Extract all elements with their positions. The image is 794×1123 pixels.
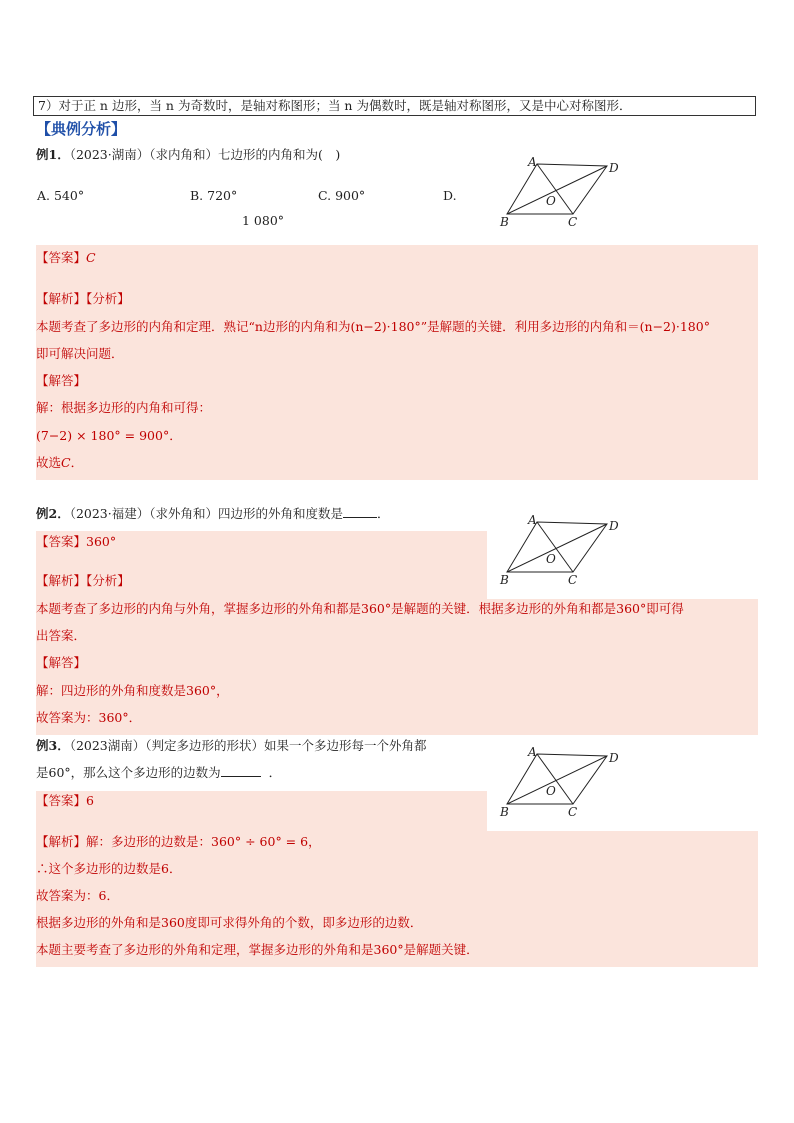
ex1-option-b: B. 720°: [190, 188, 238, 203]
ex3-question-line1: [36, 737, 427, 755]
label-A: A: [528, 155, 537, 169]
ex1-option-d: D.: [443, 188, 457, 203]
ex2-analysis-tag: 【解析】【分析】: [36, 573, 130, 588]
label-D: D: [609, 751, 619, 765]
label-C: C: [568, 215, 578, 229]
ex3-answer-band: [36, 791, 487, 831]
ex2-solve-line1: 解：四边形的外角和度数是360°，: [36, 683, 229, 698]
ex1-analysis-line2: 即可解决问题．: [36, 346, 124, 361]
ex1-option-c: C. 900°: [318, 188, 366, 203]
label-O: O: [546, 194, 556, 208]
label-O: O: [546, 552, 556, 566]
label-D: D: [609, 519, 619, 533]
ex3-analysis-line5: 本题主要考查了多边形的外角和定理，掌握多边形的外角和是360°是解题关键．: [36, 942, 479, 957]
ex2-solve-tag: 【解答】: [36, 655, 87, 670]
ex2-answer-blank: [343, 505, 377, 518]
ex3-question-line2: [36, 764, 281, 782]
ex1-label: 例1．: [36, 147, 70, 162]
ex1-analysis-tag: 【解析】【分析】: [36, 291, 130, 306]
label-B: B: [500, 215, 509, 229]
ex2-question: [36, 505, 390, 523]
label-A: A: [528, 513, 537, 527]
ex1-answer-value: C: [86, 250, 96, 265]
ex1-option-d-value: 1 080°: [242, 213, 285, 228]
ex3-answer: [36, 792, 94, 810]
parallelogram-figure-3: [495, 742, 625, 822]
ex2-analysis-line1: 本题考查了多边形的内角与外角，掌握多边形的外角和都是360°是解题的关键．根据多边形的外角和都是360°即可得: [36, 601, 684, 616]
ex1-question: [36, 146, 340, 164]
ex1-solve-line1: 解：根据多边形的内角和可得：: [36, 400, 212, 415]
ex1-source: （2023·湖南）（求内角和）七边形的内角和为( ): [69, 147, 341, 162]
label-D: D: [609, 161, 619, 175]
ex3-answer-tag: 【答案】: [36, 793, 87, 808]
label-B: B: [500, 805, 509, 819]
ex3-answer-blank: [221, 764, 261, 777]
ex3-label: 例3．: [36, 738, 70, 753]
ex1-solve-tag: 【解答】: [36, 373, 87, 388]
ex1-option-a: A. 540°: [37, 188, 85, 203]
label-A: A: [528, 745, 537, 759]
ex1-answer-tag: 【答案】: [36, 250, 87, 265]
ex1-analysis-line1: 本题考查了多边形的内角和定理．熟记“n边形的内角和为(n−2)·180°”是解题的关键．利用多边形的内角和＝(n−2)·180°: [36, 319, 710, 334]
section-title: 【典例分析】: [36, 120, 127, 138]
ex2-solution-band: [36, 599, 758, 735]
ex2-answer: [36, 533, 116, 551]
ex2-label: 例2．: [36, 506, 70, 521]
label-C: C: [568, 805, 578, 819]
label-C: C: [568, 573, 578, 587]
ex3-analysis: [36, 833, 321, 851]
label-B: B: [500, 573, 509, 587]
parallelogram-figure-1: [495, 152, 625, 232]
ex3-end: ．: [268, 765, 282, 780]
parallelogram-figure-2: [495, 510, 625, 590]
ex2-end: ．: [377, 506, 390, 521]
ex3-analysis-tag: 【解析】: [36, 834, 87, 849]
ex1-solve-line3-answer: C: [61, 455, 71, 470]
ex1-answer: [36, 249, 96, 267]
property-7-box: 7）对于正 n 边形，当 n 为奇数时，是轴对称图形；当 n 为偶数时，既是轴对称图形，又是中心对称图形．: [33, 96, 756, 116]
ex1-solve-line3: [36, 454, 83, 472]
ex2-answer-value: 360°: [86, 534, 117, 549]
ex2-source: （2023·福建）（求外角和）四边形的外角和度数是: [69, 506, 343, 521]
ex2-analysis-line2: 出答案．: [36, 628, 87, 643]
ex3-analysis-line3: 故答案为：6．: [36, 888, 119, 903]
ex1-solve-line3-post: ．: [70, 455, 84, 470]
ex3-source-line1: （2023湖南）（判定多边形的形状）如果一个多边形每一个外角都: [69, 738, 427, 753]
ex1-solve-line3-pre: 故选: [36, 455, 62, 470]
ex3-analysis-line1: 解：多边形的边数是：360° ÷ 60° = 6，: [86, 834, 321, 849]
ex3-analysis-line2: ∴这个多边形的边数是6．: [36, 861, 182, 876]
ex2-solve-line2: 故答案为：360°．: [36, 710, 142, 725]
label-O: O: [546, 784, 556, 798]
ex3-source-line2: 是60°，那么这个多边形的边数为: [36, 765, 221, 780]
ex3-analysis-line4: 根据多边形的外角和是360度即可求得外角的个数，即多边形的边数．: [36, 915, 423, 930]
ex3-answer-value: 6: [86, 793, 94, 808]
ex1-solve-line2: (7−2) × 180° = 900°．: [36, 428, 182, 443]
ex2-answer-tag: 【答案】: [36, 534, 87, 549]
